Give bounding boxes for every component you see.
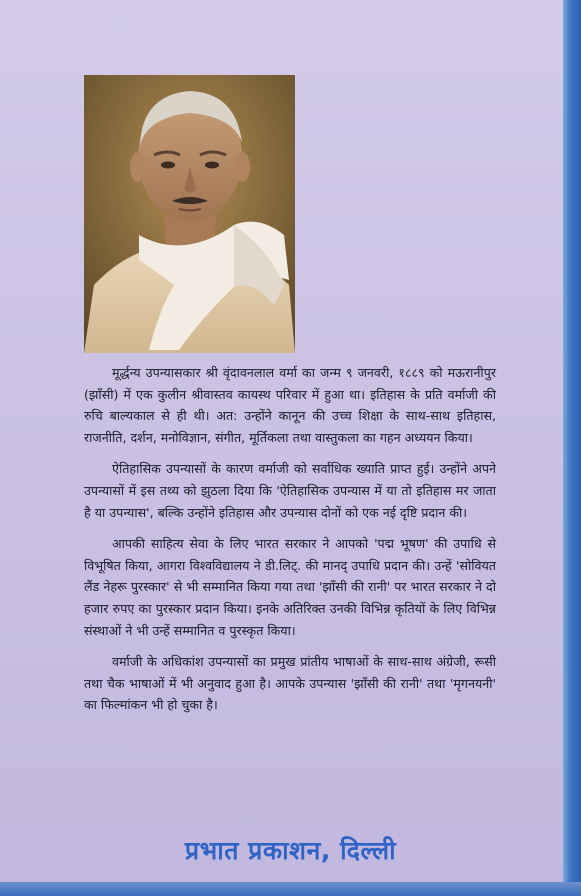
author-biography — [84, 362, 496, 726]
author-portrait — [84, 75, 295, 353]
cover-edge-bottom — [0, 882, 581, 896]
bio-paragraph: आपकी साहित्य सेवा के लिए भारत सरकार ने आपको 'पद्म भूषण' की उपाधि से विभूषित किया, आगरा विश्वविद्यालय ने डी.लिट्. की मानद् उपाधि प्रदान की। उन्हें 'सोवियत लैंड नेहरू पुरस्कार' से भी सम्मानित किया गया तथा 'झाँसी की रानी' पर भारत सरकार ने दो हजार रुपए का पुरस्कार प्रदान किया। इनके अतिरिक्त उनकी विभिन्न कृतियों के लिए विभिन्न संस्थाओं ने भी उन्हें सम्मानित व पुरस्कृत किया। — [84, 536, 496, 638]
bio-paragraph: मूर्द्धन्य उपन्यासकार श्री वृंदावनलाल वर्मा का जन्म ९ जनवरी, १८८९ को मऊरानीपुर (झाँसी) में एक कुलीन श्रीवास्तव कायस्थ परिवार में हुआ था। इतिहास के प्रति वर्माजी की रुचि बाल्यकाल से ही थी। अत: उन्होंने कानून की उच्च शिक्षा के साथ-साथ इतिहास, राजनीति, दर्शन, मनोविज्ञान, संगीत, मूर्तिकला तथा वास्तुकला का गहन अध्ययन किया। — [84, 365, 496, 445]
bio-paragraph: ऐतिहासिक उपन्यासों के कारण वर्माजी को सर्वाधिक ख्याति प्राप्त हुई। उन्होंने अपने उपन्यासों में इस तथ्य को झुठला दिया कि 'ऐतिहासिक उपन्यास में या तो इतिहास मर जाता है या उपन्यास', बल्कि उन्होंने इतिहास और उपन्यास दोनों को एक नई दृष्टि प्रदान की। — [84, 461, 496, 520]
author-portrait-illustration — [84, 75, 295, 353]
bio-paragraph: वर्माजी के अधिकांश उपन्यासों का प्रमुख प्रांतीय भाषाओं के साथ-साथ अंग्रेजी, रूसी तथा चैक भाषाओं में भी अनुवाद हुआ है। आपके उपन्यास 'झाँसी की रानी' तथा 'मृगनयनी' का फिल्मांकन भी हो चुका है। — [84, 654, 496, 713]
cover-edge-right — [563, 0, 581, 896]
publisher-name: प्रभात प्रकाशन, दिल्ली — [184, 836, 397, 865]
